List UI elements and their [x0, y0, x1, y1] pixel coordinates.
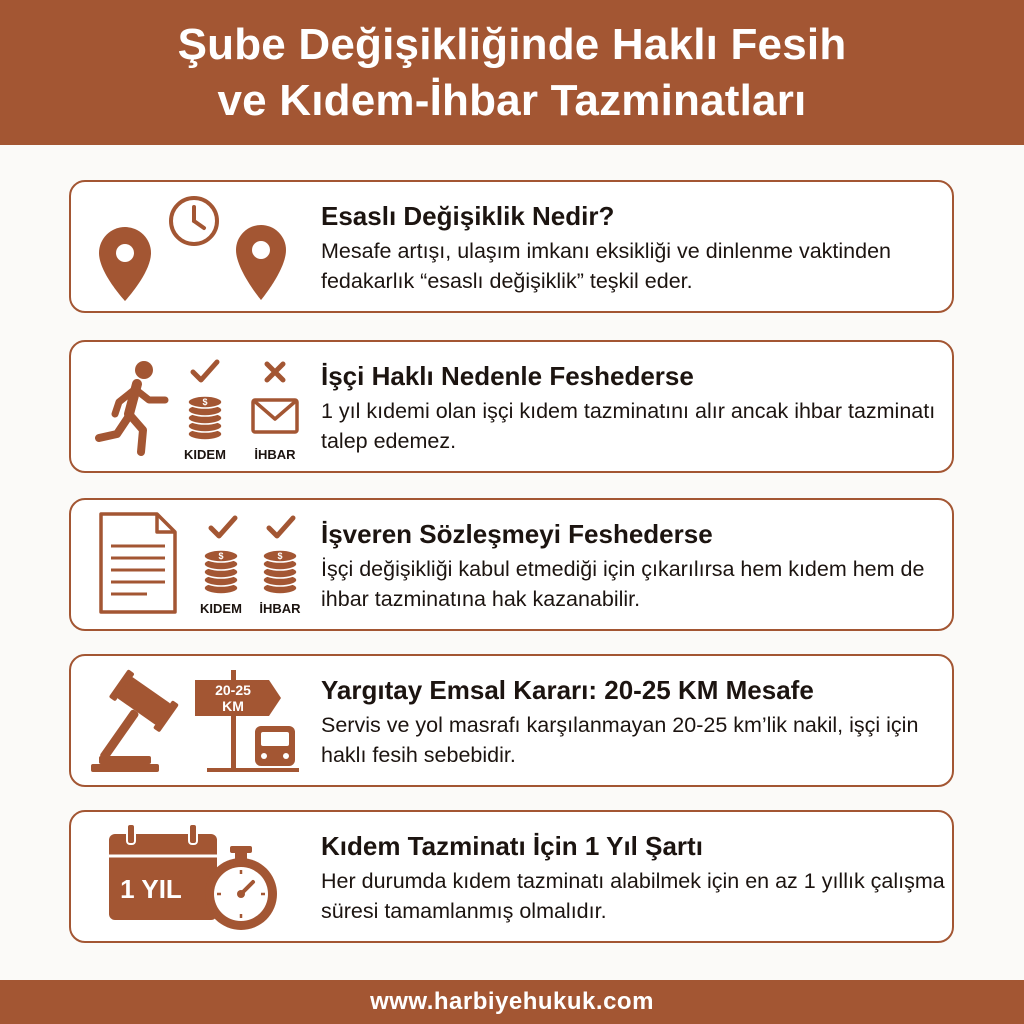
card-title: İşçi Haklı Nedenle Feshederse — [321, 361, 694, 391]
ihbar-label: İHBAR — [254, 447, 296, 462]
gavel-icon — [78, 669, 179, 777]
card-kidem-bir-yil — [69, 810, 954, 943]
svg-text:$: $ — [277, 551, 283, 561]
location-pin-icon — [236, 225, 286, 300]
footer-banner — [0, 980, 1024, 1024]
card-yargitay-emsal — [69, 654, 954, 787]
location-pin-icon — [99, 227, 151, 301]
card-icons — [71, 656, 311, 785]
card-body: Her durumda kıdem tazminatı alabilmek için en az 1 yıllık çalışma süresi tamamlanmış olmalıdır. — [321, 869, 945, 923]
card-title: Yargıtay Emsal Kararı: 20-25 KM Mesafe — [321, 675, 814, 705]
calendar-label: 1 YIL — [120, 874, 182, 904]
running-person-icon — [99, 361, 165, 452]
card-title: Kıdem Tazminatı İçin 1 Yıl Şartı — [321, 831, 703, 861]
document-icon — [101, 514, 175, 612]
card-title: Esaslı Değişiklik Nedir? — [321, 201, 615, 231]
clock-icon — [171, 198, 217, 244]
card-body: Servis ve yol masrafı karşılanmayan 20-25 km’lik nakil, işçi için haklı fesih sebebidir. — [321, 713, 919, 767]
card-icons — [71, 182, 311, 311]
ihbar-label: İHBAR — [259, 601, 301, 616]
sign-distance-text: 20-25 — [215, 682, 251, 698]
coins-icon — [204, 550, 238, 594]
cross-icon — [267, 364, 283, 380]
kidem-label: KIDEM — [184, 447, 226, 462]
check-icon — [193, 362, 217, 380]
kidem-label: KIDEM — [200, 601, 242, 616]
calendar-icon — [109, 824, 217, 920]
svg-text:$: $ — [218, 551, 224, 561]
card-icons — [71, 812, 311, 941]
coins-icon — [263, 550, 297, 594]
website-link[interactable]: www.harbiyehukuk.com — [370, 988, 654, 1015]
card-body: Mesafe artışı, ulaşım imkanı eksikliği ve dinlenme vaktinden fedakarlık “esaslı değişiklik” teşkil eder. — [321, 239, 891, 293]
page-title-line-1: Şube Değişikliğinde Haklı Fesih — [177, 19, 847, 69]
card-isveren-fesih — [69, 498, 954, 631]
svg-text:$: $ — [202, 397, 208, 407]
check-icon — [211, 518, 235, 536]
bus-icon — [255, 726, 295, 766]
card-body: 1 yıl kıdemi olan işçi kıdem tazminatını alır ancak ihbar tazminatı talep edemez. — [321, 399, 936, 453]
header-banner — [0, 0, 1024, 145]
envelope-icon — [253, 400, 297, 432]
sign-unit-text: KM — [222, 698, 244, 714]
card-icons — [71, 500, 311, 629]
card-body: İşçi değişikliği kabul etmediği için çıkarılırsa hem kıdem hem de ihbar tazminatına hak kazanabilir. — [321, 557, 925, 611]
check-icon — [269, 518, 293, 536]
card-icons — [71, 342, 311, 471]
card-isci-hakli-fesih — [69, 340, 954, 473]
page-title-line-2: ve Kıdem-İhbar Tazminatları — [217, 75, 807, 125]
coins-icon — [188, 396, 222, 440]
card-esasli-degisiklik — [69, 180, 954, 313]
card-title: İşveren Sözleşmeyi Feshederse — [321, 519, 713, 549]
